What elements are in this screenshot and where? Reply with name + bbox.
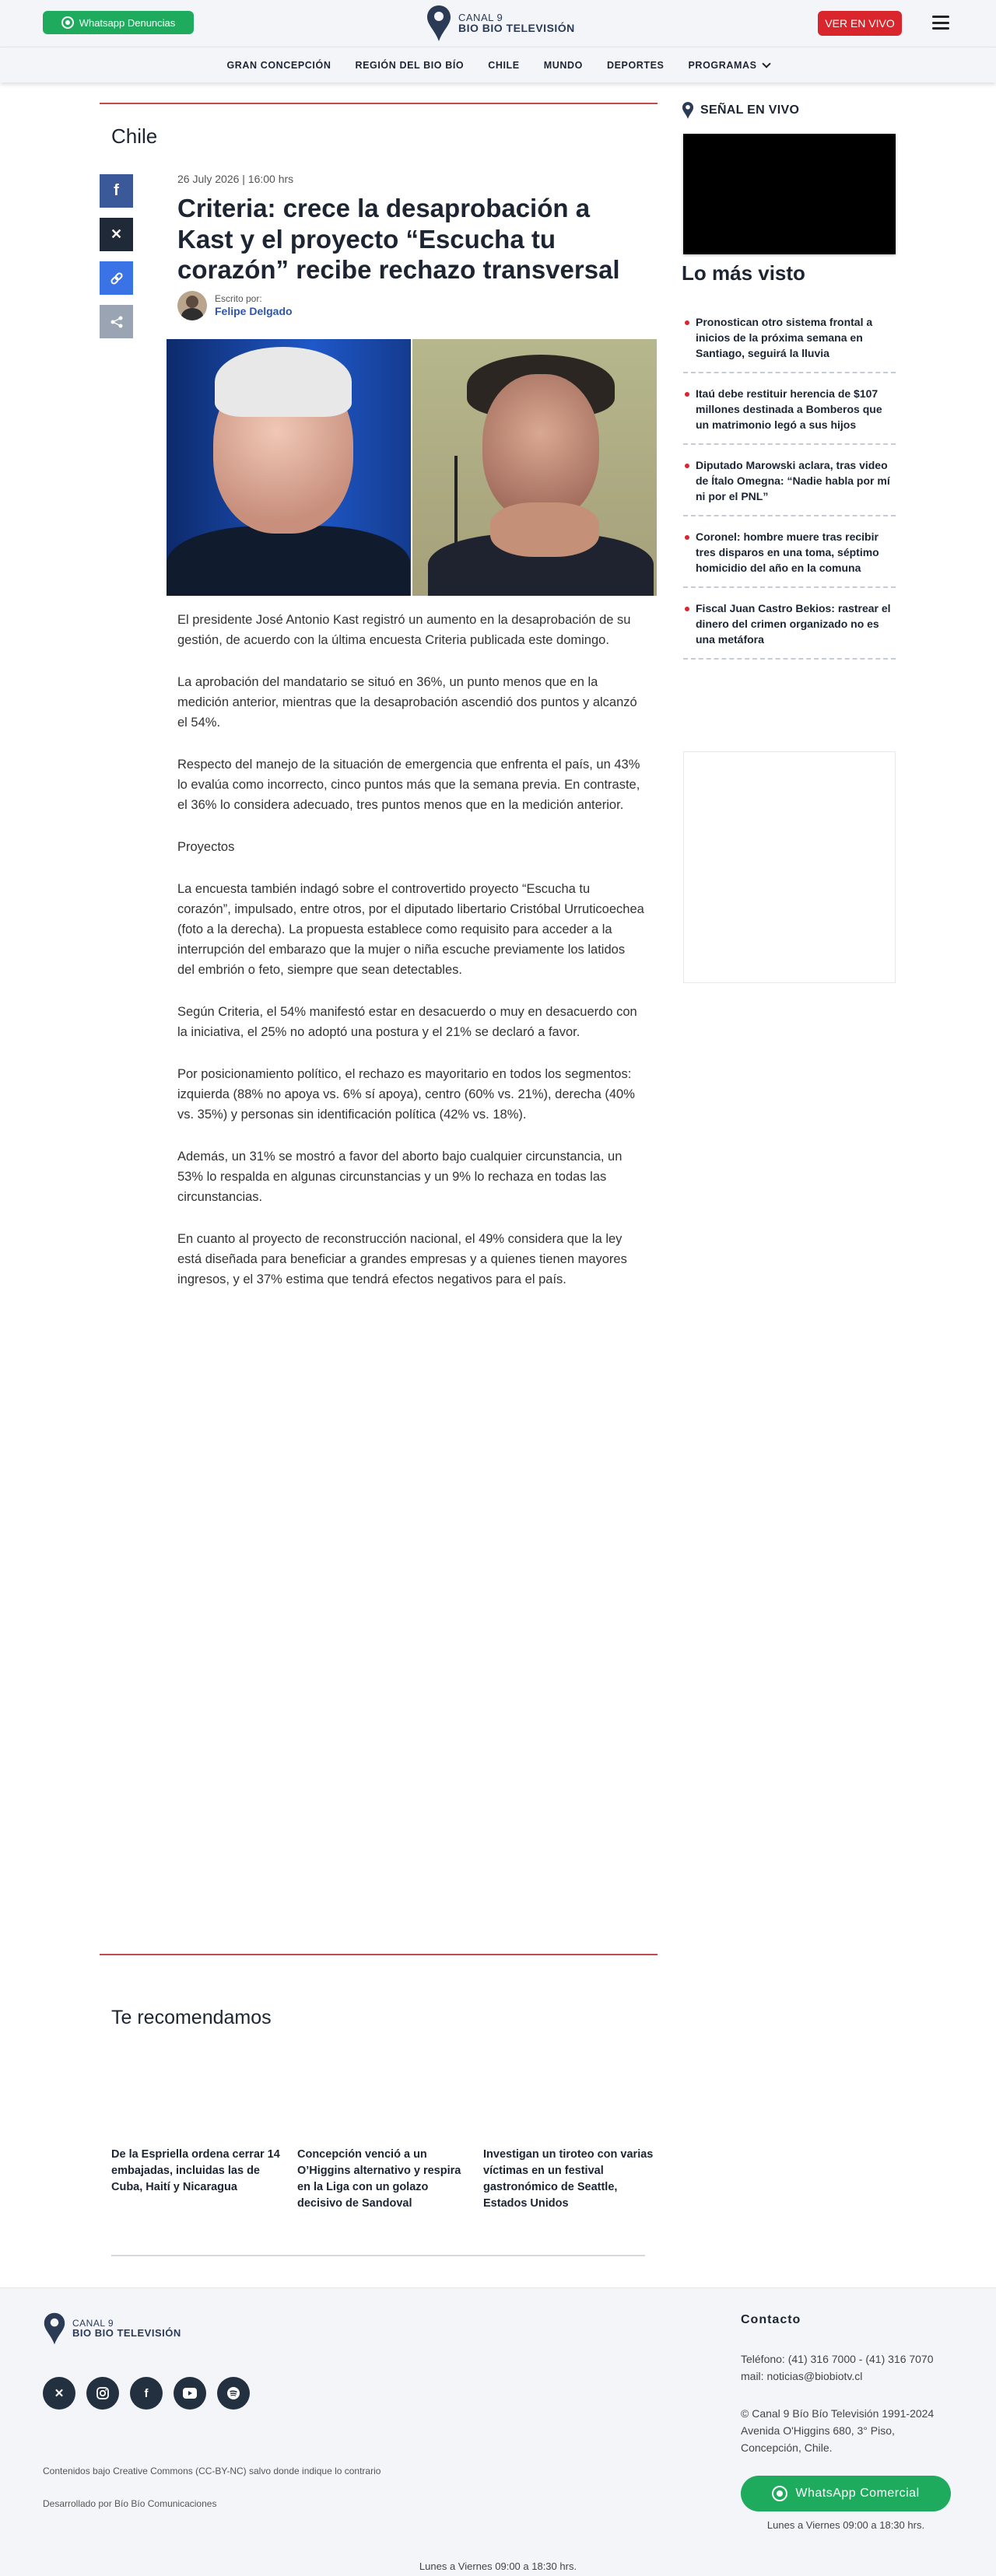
article-subheading: Proyectos [177, 840, 235, 854]
instagram-icon[interactable] [86, 2377, 119, 2410]
whatsapp-denuncias-label: Whatsapp Denuncias [79, 16, 176, 29]
footer-phone: Teléfono: (41) 316 7000 - (41) 316 7070 [741, 2353, 934, 2365]
recommend-divider [100, 1954, 658, 1955]
author-name-link[interactable]: Felipe Delgado [215, 304, 293, 317]
nav-gran-concepcion[interactable]: GRAN CONCEPCIÓN [226, 59, 331, 71]
section-title[interactable]: Chile [111, 124, 158, 148]
nav-region-del-bio-bio[interactable]: REGIÓN DEL BIO BÍO [355, 59, 465, 71]
author-avatar [177, 291, 207, 320]
chevron-down-icon [762, 59, 770, 68]
whatsapp-denuncias-button[interactable] [43, 11, 194, 34]
article-hero-image [167, 339, 657, 596]
ver-en-vivo-button[interactable]: VER EN VIVO [818, 11, 902, 36]
logo-pin-icon [43, 2312, 66, 2346]
article-paragraph: El presidente José Antonio Kast registró un aumento en la desaprobación de su gestión, de acuerdo con la última encuesta Criteria publicada este domingo. [177, 613, 631, 647]
author-block [177, 291, 293, 320]
section-divider [100, 103, 658, 104]
facebook-icon: f [114, 182, 119, 199]
footer-hours-bottom: Lunes a Viernes 09:00 a 18:30 hrs. [419, 2560, 577, 2572]
menu-icon[interactable] [932, 16, 949, 30]
share-x-button[interactable] [100, 218, 133, 251]
spotify-icon[interactable] [217, 2377, 250, 2410]
article-paragraph: La aprobación del mandatario se situó en 36%, un punto menos que en la medición anterior, mientras que la desaprobación ascendió dos puntos y alcanzó el 54%. [177, 675, 637, 730]
recommend-item[interactable]: Investigan un tiroteo con varias víctimas en un festival gastronómico de Seattle, Estados Unidos [483, 2148, 654, 2210]
article-paragraph: Además, un 31% se mostró a favor del aborto bajo cualquier circunstancia, un 53% lo respalda en algunas circunstancias y un 9% lo rechaza en todas las circunstancias. [177, 1150, 622, 1204]
footer-logo-line-2: BIO BIO TELEVISIÓN [72, 2327, 181, 2340]
footer-hours: Lunes a Viernes 09:00 a 18:30 hrs. [766, 2519, 925, 2531]
article-body [177, 610, 644, 1311]
live-signal-title [682, 101, 799, 120]
footer-license: Contenidos bajo Creative Commons (CC-BY-NC) salvo donde indique lo contrario [43, 2466, 381, 2476]
most-read-title: Lo más visto [682, 261, 805, 285]
share-icon [110, 315, 124, 329]
footer-mail[interactable]: mail: noticias@biobiotv.cl [741, 2370, 863, 2382]
article-date: 26 July 2026 | 16:00 hrs [177, 173, 294, 185]
nav-chile[interactable]: CHILE [488, 59, 520, 71]
top-header [0, 0, 996, 47]
copy-link-button[interactable] [100, 261, 133, 295]
site-logo[interactable] [426, 3, 575, 44]
recommend-separator [111, 2255, 645, 2256]
share-more-button[interactable] [100, 305, 133, 338]
live-signal-label: SEÑAL EN VIVO [700, 103, 800, 117]
nav-programas[interactable] [689, 60, 770, 71]
most-read-list [683, 302, 896, 660]
article-paragraph: Respecto del manejo de la situación de emergencia que enfrenta el país, un 43% lo evalúa como incorrecto, cinco puntos más que la semana previa. En contraste, el 36% lo considera adecuado, tres puntos menos que en la medición anterior. [177, 758, 640, 812]
footer-logo-line-1: CANAL 9 [72, 2317, 114, 2329]
logo-line-2: BIO BIO TELEVISIÓN [458, 22, 575, 35]
article-paragraph: En cuanto al proyecto de reconstrucción nacional, el 49% considera que la ley está diseñada para beneficiar a grandes empresas y a quienes tienen mayores ingresos, y el 37% estima que tendrá efectos negativos para el país. [177, 1232, 627, 1286]
hero-photo-right [412, 339, 657, 596]
nav-mundo[interactable]: MUNDO [543, 59, 583, 71]
live-video-player[interactable] [683, 134, 896, 254]
logo-pin-icon [682, 101, 694, 120]
most-read-item[interactable]: Fiscal Juan Castro Bekios: rastrear el dinero del crimen organizado no es una metáfora [683, 588, 896, 660]
most-read-item[interactable]: Itaú debe restituir herencia de $107 millones destinada a Bomberos que un matrimonio legó a sus hijos [683, 373, 896, 445]
main-nav [0, 47, 996, 82]
whatsapp-comercial-button[interactable] [741, 2476, 951, 2511]
ad-placeholder [683, 751, 896, 983]
footer-address-2: Concepción, Chile. [741, 2441, 833, 2454]
most-read-item[interactable]: Coronel: hombre muere tras recibir tres disparos en una toma, séptimo homicidio del año en la comuna [683, 516, 896, 588]
link-icon [110, 271, 124, 285]
logo-pin-icon [426, 4, 452, 43]
youtube-icon[interactable] [174, 2377, 206, 2410]
most-read-item[interactable]: Pronostican otro sistema frontal a inicios de la próxima semana en Santiago, seguirá la lluvia [683, 302, 896, 373]
x-icon: ✕ [110, 226, 123, 242]
whatsapp-icon [61, 16, 74, 29]
footer-copyright: © Canal 9 Bío Bío Televisión 1991-2024 [741, 2407, 935, 2420]
author-label: Escrito por: [215, 292, 262, 304]
article-paragraph: Según Criteria, el 54% manifestó estar en desacuerdo o muy en desacuerdo con la iniciativa, el 25% no adoptó una postura y el 21% se declaró a favor. [177, 1005, 637, 1039]
article-headline: Criteria: crece la desaprobación a Kast y el proyecto “Escucha tu corazón” recibe rechazo transversal [177, 194, 620, 285]
hero-photo-left [167, 339, 411, 596]
share-facebook-button[interactable] [100, 174, 133, 208]
x-icon[interactable]: ✕ [43, 2377, 75, 2410]
social-links [43, 2377, 250, 2410]
recommend-item[interactable]: Concepción venció a un O’Higgins alternativo y respira en la Liga con un golazo decisivo de Sandoval [297, 2148, 461, 2210]
recommend-item[interactable]: De la Espriella ordena cerrar 14 embajadas, incluidas las de Cuba, Haití y Nicaragua [111, 2148, 280, 2193]
recommend-title: Te recomendamos [111, 2007, 272, 2028]
site-footer [0, 2287, 996, 2576]
nav-programas-label: PROGRAMAS [688, 59, 757, 71]
most-read-item[interactable]: Diputado Marowski aclara, tras video de Ítalo Omegna: “Nadie habla por mí ni por el PNL” [683, 445, 896, 516]
whatsapp-icon [772, 2486, 787, 2501]
footer-logo[interactable] [43, 2312, 181, 2346]
facebook-icon[interactable]: f [130, 2377, 163, 2410]
footer-address-1: Avenida O'Higgins 680, 3° Piso, [741, 2424, 895, 2437]
footer-contact-title: Contacto [741, 2313, 801, 2326]
article-paragraph: Por posicionamiento político, el rechazo es mayoritario en todos los segmentos: izquierda (88% no apoya vs. 6% sí apoya), centro (60% vs. 21%), derecha (40% vs. 35%) y personas sin identificación política (42% vs. 18%). [177, 1067, 635, 1122]
nav-deportes[interactable]: DEPORTES [606, 59, 665, 71]
article-paragraph: La encuesta también indagó sobre el controvertido proyecto “Escucha tu corazón”, impulsado, entre otros, por el diputado libertario Cristóbal Urruticoechea (foto a la derecha). La propuesta establece como requisito para acceder a la interrupción del embarazo que la mujer o niña escuche previamente los latidos del embrión o feto, siempre que sean detectables. [177, 882, 644, 977]
logo-line-1: CANAL 9 [458, 11, 503, 23]
footer-developer: Desarrollado por Bío Bío Comunicaciones [43, 2498, 217, 2509]
whatsapp-comercial-label: WhatsApp Comercial [795, 2487, 920, 2500]
